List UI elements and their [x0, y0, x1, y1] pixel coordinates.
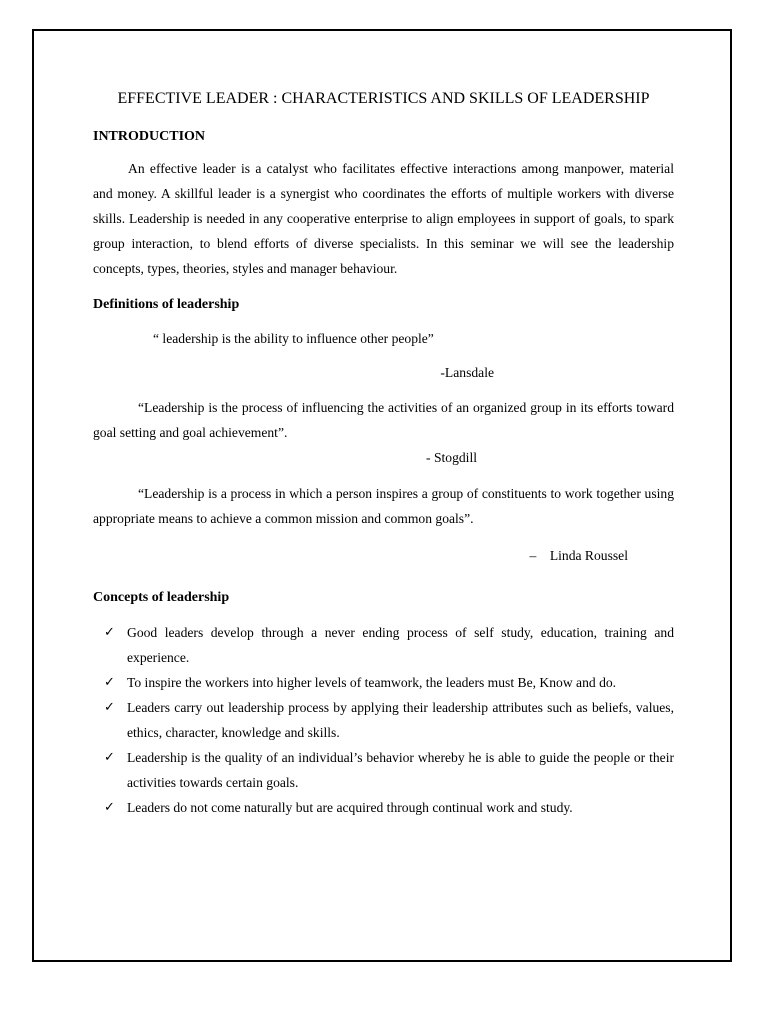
list-item-text: Leaders do not come naturally but are acquired through continual work and study. [127, 800, 573, 815]
list-item [93, 745, 674, 795]
list-item-text: Leaders carry out leadership process by applying their leadership attributes such as beliefs, values, ethics, character, knowledge and skills. [127, 700, 674, 740]
checkmark-icon: ✓ [104, 625, 115, 640]
definitions-heading: Definitions of leadership [93, 297, 240, 312]
list-item [93, 695, 674, 745]
list-item [93, 620, 674, 670]
document-content [93, 84, 674, 820]
list-item [93, 795, 674, 820]
definition-author: - Stogdill [426, 450, 477, 465]
list-item-text: To inspire the workers into higher levels of teamwork, the leaders must Be, Know and do. [127, 675, 617, 690]
checkmark-icon: ✓ [104, 750, 115, 765]
definition-quote: “Leadership is a process in which a person inspires a group of constituents to work together using appropriate means to achieve a common mission and common goals”. [93, 486, 674, 526]
definition-quote: “Leadership is the process of influencing the activities of an organized group in its efforts toward goal setting and goal achievement”. [93, 400, 674, 440]
checkmark-icon: ✓ [104, 700, 115, 715]
concepts-list [93, 620, 674, 820]
list-item [93, 670, 674, 695]
checkmark-icon: ✓ [104, 800, 115, 815]
introduction-paragraph: An effective leader is a catalyst who facilitates effective interactions among manpower, material and money. A skillful leader is a synergist who coordinates the efforts of multiple workers with diverse skills. Leadership is needed in any cooperative enterprise to align employees in support of goals, to spark group interaction, to blend efforts of diverse specialists. In this seminar we will see the leadership concepts, types, theories, styles and manager behaviour. [93, 161, 674, 276]
checkmark-icon: ✓ [104, 675, 115, 690]
definition-author: -Lansdale [440, 365, 494, 380]
definition-quote: “ leadership is the ability to influence other people” [153, 331, 434, 346]
list-item-text: Good leaders develop through a never ending process of self study, education, training and experience. [127, 625, 674, 665]
definition-author: – Linda Roussel [529, 548, 628, 563]
introduction-heading: INTRODUCTION [93, 129, 206, 144]
concepts-heading: Concepts of leadership [93, 590, 230, 605]
list-item-text: Leadership is the quality of an individual’s behavior whereby he is able to guide the people or their activities towards certain goals. [127, 750, 674, 790]
document-title: EFFECTIVE LEADER : CHARACTERISTICS AND SKILLS OF LEADERSHIP [117, 90, 650, 107]
